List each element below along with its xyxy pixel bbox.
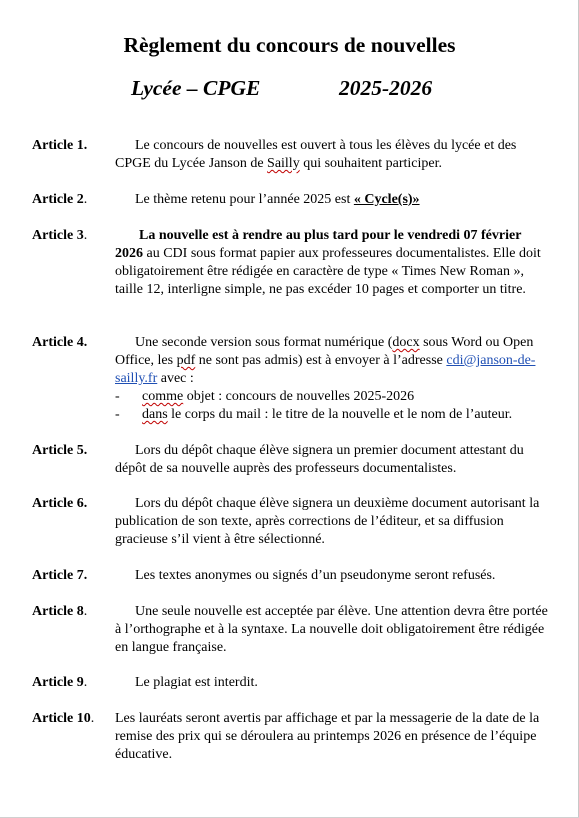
article-label: Article 10. xyxy=(32,711,95,726)
subtitle-year: 2025-2026 xyxy=(339,76,433,100)
document-subtitle xyxy=(131,76,433,101)
subtitle-school: Lycée – CPGE xyxy=(131,76,261,100)
email-link[interactable]: cdi@janson-de-sailly.fr xyxy=(115,353,536,386)
article-label: Article 7. xyxy=(32,568,88,583)
article-text: Lors du dépôt chaque élève signera un premier document attestant du dépôt de sa nouvelle auprès des professeurs documentalistes. xyxy=(115,443,524,476)
article-2 xyxy=(32,191,552,209)
article-10 xyxy=(32,710,552,764)
article-9 xyxy=(32,674,552,692)
article-label: Article 4. xyxy=(32,335,88,350)
theme-text: « Cycle(s)» xyxy=(353,192,420,207)
article-1 xyxy=(32,137,552,173)
article-label: Article 9. xyxy=(32,675,88,690)
article-label: Article 8. xyxy=(32,604,88,619)
article-label: Article 2. xyxy=(32,192,88,207)
article-text: Les lauréats seront avertis par affichage et par la messagerie de la date de la remise des prix qui se déroulera au printemps 2026 en présence de l’équipe éducative. xyxy=(115,711,540,762)
article-3 xyxy=(32,227,552,299)
article-text: La nouvelle est à rendre au plus tard pour le vendredi 07 février 2026 au CDI sous format papier aux professeures documentalistes. Elle doit obligatoirement être rédigée en caractère de type « Times New Roman », taille 12, interligne simple, ne pas excéder 10 pages et comporter un titre. xyxy=(115,228,541,297)
article-text: Lors du dépôt chaque élève signera un deuxième document autorisant la publication de son texte, après corrections de l’éditeur, et sa diffusion gracieuse s’il vient à être sélectionné. xyxy=(115,496,540,547)
article-text: Le plagiat est interdit. xyxy=(135,675,258,690)
article-label: Article 3. xyxy=(32,228,88,243)
article-text: Le concours de nouvelles est ouvert à tous les élèves du lycée et des CPGE du Lycée Janson de Sailly qui souhaitent participer. xyxy=(115,138,517,171)
article-label: Article 5. xyxy=(32,443,88,458)
article-text: Une seconde version sous format numérique (docx sous Word ou Open Office, les pdf ne sont pas admis) est à envoyer à l’adresse cdi@janson-de-sailly.fr avec : xyxy=(115,335,536,386)
bullet-item: - dans le corps du mail : le titre de la nouvelle et le nom de l’auteur. xyxy=(115,407,513,422)
article-4 xyxy=(32,334,552,424)
article-text: Les textes anonymes ou signés d’un pseudonyme seront refusés. xyxy=(135,568,496,583)
article-5 xyxy=(32,442,552,478)
article-8 xyxy=(32,603,552,657)
document-title: Règlement du concours de nouvelles xyxy=(123,33,456,57)
article-label: Article 1. xyxy=(32,138,88,153)
article-label: Article 6. xyxy=(32,496,88,511)
article-7 xyxy=(32,567,552,585)
article-text: Le thème retenu pour l’année 2025 est « Cycle(s)» xyxy=(135,192,420,207)
bullet-item: - comme objet : concours de nouvelles 2025-2026 xyxy=(115,389,415,404)
article-text: Une seule nouvelle est acceptée par élève. Une attention devra être portée à l’orthographe et à la syntaxe. La nouvelle doit obligatoirement être rédigée en langue française. xyxy=(115,604,548,655)
article-6 xyxy=(32,495,552,549)
